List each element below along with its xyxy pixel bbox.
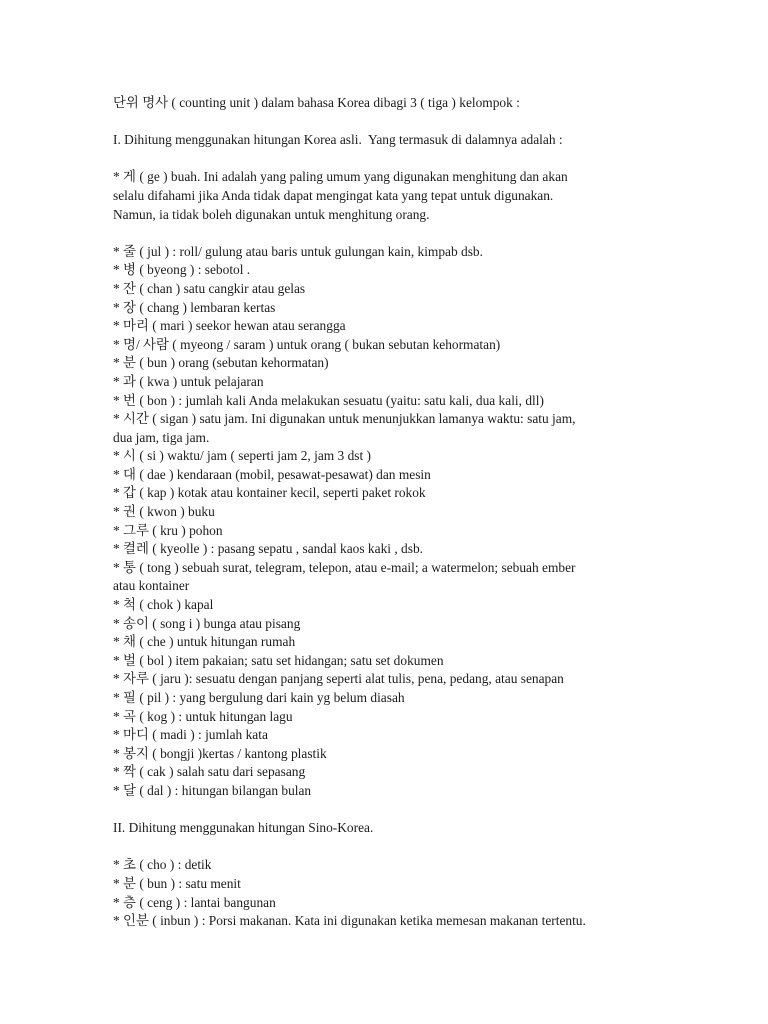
list-item: * 송이 ( song i ) bunga atau pisang xyxy=(113,615,301,631)
ge-entry-line: * 게 ( ge ) buah. Ini adalah yang paling umum yang digunakan menghitung dan akan xyxy=(113,169,568,185)
list-item: * 시간 ( sigan ) satu jam. Ini digunakan untuk menunjukkan lamanya waktu: satu jam, xyxy=(113,411,576,427)
list-item: * 초 ( cho ) : detik xyxy=(113,857,212,873)
ge-entry-line: selalu difahami jika Anda tidak dapat mengingat kata yang tepat untuk digunakan. xyxy=(113,187,554,203)
list-item: * 짝 ( cak ) salah satu dari sepasang xyxy=(113,764,306,780)
ge-entry xyxy=(113,168,758,224)
document-page xyxy=(113,94,758,931)
list-item: * 켤레 ( kyeolle ) : pasang sepatu , sandal kaos kaki , dsb. xyxy=(113,541,423,557)
list-item: * 장 ( chang ) lembaran kertas xyxy=(113,299,276,315)
list-item: * 번 ( bon ) : jumlah kali Anda melakukan sesuatu (yaitu: satu kali, dua kali, dll) xyxy=(113,392,544,408)
list-item: * 명/ 사람 ( myeong / saram ) untuk orang ( bukan sebutan kehormatan) xyxy=(113,336,501,352)
list-item: * 척 ( chok ) kapal xyxy=(113,597,214,613)
list-item: * 갑 ( kap ) kotak atau kontainer kecil, seperti paket rokok xyxy=(113,485,426,501)
section-2-list xyxy=(113,856,758,930)
list-item: * 봉지 ( bongji )kertas / kantong plastik xyxy=(113,745,327,761)
intro-line: 단위 명사 ( counting unit ) dalam bahasa Korea dibagi 3 ( tiga ) kelompok : xyxy=(113,95,520,110)
list-item: * 줄 ( jul ) : roll/ gulung atau baris untuk gulungan kain, kimpab dsb. xyxy=(113,243,483,259)
list-item: * 자루 ( jaru ): sesuatu dengan panjang seperti alat tulis, pena, pedang, atau senapan xyxy=(113,671,564,687)
spacer xyxy=(113,801,758,820)
list-item: * 통 ( tong ) sebuah surat, telegram, telepon, atau e-mail; a watermelon; sebuah ember xyxy=(113,559,576,575)
list-item: * 권 ( kwon ) buku xyxy=(113,504,215,520)
spacer xyxy=(113,113,758,132)
list-item: * 대 ( dae ) kendaraan (mobil, pesawat-pesawat) dan mesin xyxy=(113,466,431,482)
list-item: * 병 ( byeong ) : sebotol . xyxy=(113,262,251,278)
list-item: * 채 ( che ) untuk hitungan rumah xyxy=(113,634,296,650)
spacer xyxy=(113,150,758,169)
list-item: * 곡 ( kog ) : untuk hitungan lagu xyxy=(113,708,293,724)
section-2-heading: II. Dihitung menggunakan hitungan Sino-Korea. xyxy=(113,820,374,836)
section-1-heading: I. Dihitung menggunakan hitungan Korea asli. Yang termasuk di dalamnya adalah : xyxy=(113,132,563,148)
list-item: * 층 ( ceng ) : lantai bangunan xyxy=(113,894,276,910)
list-item: * 달 ( dal ) : hitungan bilangan bulan xyxy=(113,782,312,798)
list-item: * 분 ( bun ) : satu menit xyxy=(113,875,241,891)
list-item: * 마디 ( madi ) : jumlah kata xyxy=(113,727,268,743)
spacer xyxy=(113,224,758,243)
list-item: * 시 ( si ) waktu/ jam ( seperti jam 2, jam 3 dst ) xyxy=(113,448,372,464)
list-item-continuation: dua jam, tiga jam. xyxy=(113,429,210,445)
ge-entry-line: Namun, ia tidak boleh digunakan untuk menghitung orang. xyxy=(113,206,430,222)
section-1-list xyxy=(113,243,758,801)
list-item: * 마리 ( mari ) seekor hewan atau serangga xyxy=(113,318,346,334)
list-item: * 벌 ( bol ) item pakaian; satu set hidangan; satu set dokumen xyxy=(113,652,444,668)
list-item: * 분 ( bun ) orang (sebutan kehormatan) xyxy=(113,355,329,371)
list-item: * 인분 ( inbun ) : Porsi makanan. Kata ini digunakan ketika memesan makanan tertentu. xyxy=(113,913,586,929)
list-item: * 과 ( kwa ) untuk pelajaran xyxy=(113,373,264,389)
list-item-continuation: atau kontainer xyxy=(113,578,190,594)
list-item: * 잔 ( chan ) satu cangkir atau gelas xyxy=(113,280,306,296)
list-item: * 그루 ( kru ) pohon xyxy=(113,522,223,538)
list-item: * 필 ( pil ) : yang bergulung dari kain yg belum diasah xyxy=(113,690,405,705)
spacer xyxy=(113,838,758,857)
